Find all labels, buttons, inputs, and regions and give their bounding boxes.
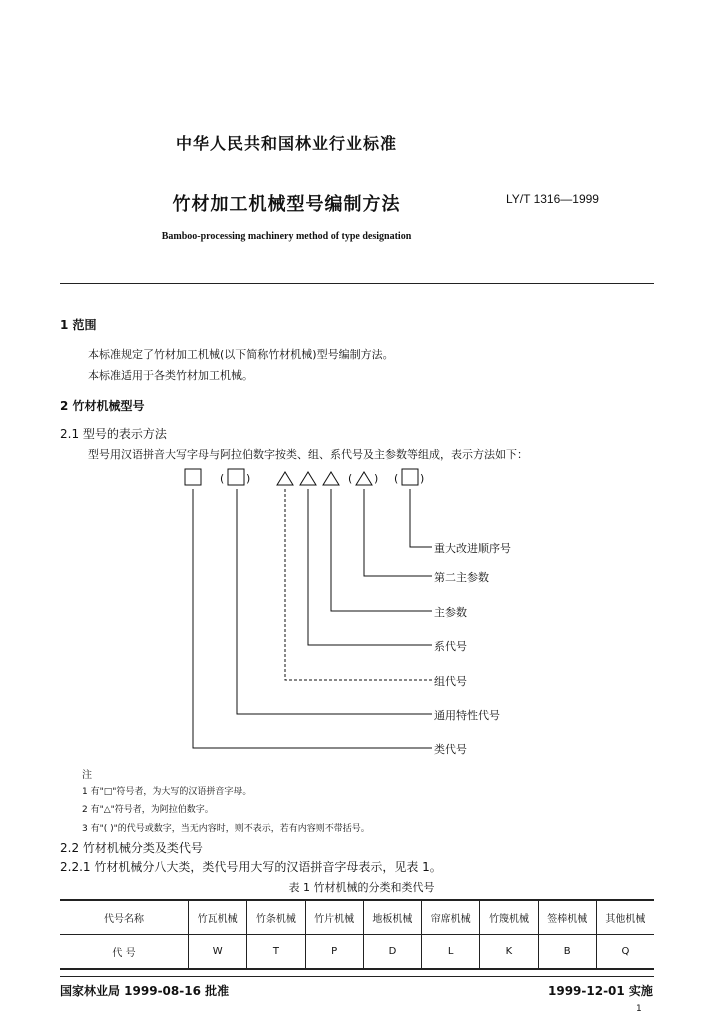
label-second-parameter: 第二主参数 xyxy=(434,571,489,584)
label-group-code: 组代号 xyxy=(434,675,467,688)
paren-close-3: ) xyxy=(420,472,425,485)
standard-code: LY/T 1316—1999 xyxy=(506,192,599,206)
series-code-triangle xyxy=(300,472,316,485)
table-cell: 竹瓦机械 xyxy=(189,900,247,935)
section-2-2-1-paragraph: 2.2.1 竹材机械分八大类，类代号用大写的汉语拼音字母表示，见表 1。 xyxy=(60,860,442,874)
approval-line: 国家林业局 1999-08-16 批准 xyxy=(60,984,230,998)
paren-open-2: ( xyxy=(348,472,353,485)
main-parameter-triangle xyxy=(323,472,339,485)
table-cell: D xyxy=(363,935,421,970)
english-title: Bamboo-processing machinery method of type designation xyxy=(161,231,412,242)
note-1: 1 有"□"符号者，为大写的汉语拼音字母。 xyxy=(82,787,252,797)
page-number: 1 xyxy=(636,1004,642,1014)
label-improvement-number: 重大改进顺序号 xyxy=(434,542,511,555)
paren-open-3: ( xyxy=(394,472,399,485)
implementation-line: 1999-12-01 实施 xyxy=(548,984,653,998)
footer-rule xyxy=(60,976,654,977)
paren-close-2: ) xyxy=(374,472,379,485)
org-title: 中华人民共和国林业行业标准 xyxy=(175,134,397,153)
table-cell: T xyxy=(247,935,305,970)
paren-close-1: ) xyxy=(246,472,251,485)
note-2: 2 有"△"符号者，为阿拉伯数字。 xyxy=(82,805,214,815)
section-2-heading: 2 竹材机械型号 xyxy=(60,399,145,413)
section-2-1-paragraph: 型号用汉语拼音大写字母与阿拉伯数字按类、组、系代号及主参数等组成，表示方法如下： xyxy=(88,448,528,461)
label-feature-code: 通用特性代号 xyxy=(434,709,500,722)
section-2-2-heading: 2.2 竹材机械分类及类代号 xyxy=(60,841,203,855)
section-1-paragraph-1: 本标准规定了竹材加工机械(以下简称竹材机械)型号编制方法。 xyxy=(88,348,394,361)
table-cell: 地板机械 xyxy=(363,900,421,935)
table-cell: Q xyxy=(596,935,654,970)
table-cell: 竹篾机械 xyxy=(480,900,538,935)
row-header-code: 代 号 xyxy=(60,935,189,970)
document-title: 竹材加工机械型号编制方法 xyxy=(172,194,401,215)
table-cell: K xyxy=(480,935,538,970)
table-row xyxy=(60,935,654,970)
feature-code-square xyxy=(228,469,244,485)
table-cell: 签棒机械 xyxy=(538,900,596,935)
table-cell: 竹条机械 xyxy=(247,900,305,935)
table-cell: 其他机械 xyxy=(596,900,654,935)
paren-open-1: ( xyxy=(220,472,225,485)
second-parameter-triangle xyxy=(356,472,372,485)
improvement-code-square xyxy=(402,469,418,485)
label-main-parameter: 主参数 xyxy=(434,606,467,619)
label-class-code: 类代号 xyxy=(434,743,467,756)
table-cell: B xyxy=(538,935,596,970)
section-1-paragraph-2: 本标准适用于各类竹材加工机械。 xyxy=(88,369,253,382)
table-cell: P xyxy=(305,935,363,970)
section-2-1-heading: 2.1 型号的表示方法 xyxy=(60,427,167,441)
group-code-triangle xyxy=(277,472,293,485)
classification-table xyxy=(60,899,654,970)
table-caption: 表 1 竹材机械的分类和类代号 xyxy=(288,881,435,894)
table-row xyxy=(60,900,654,935)
label-series-code: 系代号 xyxy=(434,640,467,653)
table-cell: 竹片机械 xyxy=(305,900,363,935)
class-code-square xyxy=(185,469,201,485)
table-cell: W xyxy=(189,935,247,970)
note-3: 3 有"( )"的代号或数字，当无内容时，则不表示，若有内容则不带括号。 xyxy=(82,824,370,834)
section-1-heading: 1 范围 xyxy=(60,318,97,332)
table-cell: L xyxy=(422,935,480,970)
table-cell: 帘席机械 xyxy=(422,900,480,935)
row-header-name: 代号名称 xyxy=(60,900,189,935)
notes-title: 注 xyxy=(82,770,92,781)
